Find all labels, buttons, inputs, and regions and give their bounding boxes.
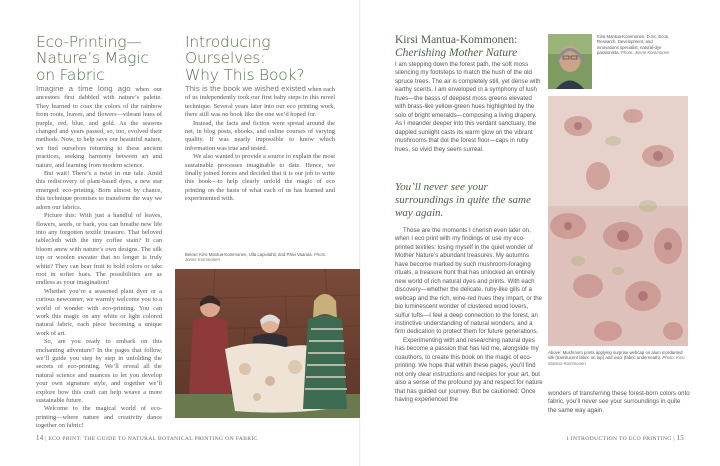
right-col1-body-b — [395, 227, 543, 417]
left-col1-para: Welcome to the magical world of eco-printing—where nature and creativity dance together on fabric! — [36, 405, 162, 430]
authors-photo-caption-text: Below: Kirsi Mantua-Kommonen, Ulla Lapiolahti, and Päivi Vaarula. — [185, 252, 313, 257]
authors-photo-credit: Photo: Jonne Kommonen — [185, 252, 327, 263]
portrait-caption-text: Kirsi Mantua-Kommonen, D.Sc. Econ, Research, Development, and innovations specialist, natural-dye passionista. — [597, 34, 670, 56]
fabric-caption-text: Above: Mushroom prints applying surprise webcap on alum mordanted silk (translucent fabric on top) and wool (fabric underneath). — [548, 350, 683, 361]
left-col2-para-text: when each of us independently took our first baby steps in this novel technique. Several years later into our eco printing work, there still was no book like the one we’d hoped for. — [185, 86, 335, 119]
authors-photo-caption — [185, 252, 335, 263]
left-col1-heading: Eco-Printing— Nature’s Magic on Fabric — [36, 33, 149, 84]
fabric-caption — [548, 350, 688, 366]
right-col2-para: wonders of transferring these forest-born colors onto fabric, you’ll never see your surroundings in quite the same way again. — [548, 390, 690, 414]
pull-quote: You’ll never see your surroundings in quite the same way again. — [395, 181, 531, 220]
left-col2-lead: This is the book we wished existed — [185, 84, 307, 93]
left-running-head: ECO PRINT: THE GUIDE TO NATURAL BOTANICAL PRINTING ON FABRIC — [48, 436, 258, 442]
right-folio — [566, 435, 684, 442]
left-col2-para: We also wanted to provide a source to explain the most sustainable processes imaginable to date. Hence, we finally joined forces and decided that it is our job to write this book—to help clearly unfold the magic of eco printing on the basis of what each of us has learned and experimented with. — [185, 153, 335, 203]
left-col1-body — [36, 84, 162, 430]
right-heading-sub: Cherishing Mother Nature — [395, 47, 518, 59]
right-page-number: 15 — [676, 435, 684, 442]
authors-photo — [175, 269, 360, 418]
portrait-photo — [548, 34, 592, 89]
left-page-number: 14 — [36, 435, 44, 442]
left-col1-para: Picture this: With just a handful of leaves, flowers, seeds, or bark, you can breathe new life into any forgotten textile treasure. That beloved tablecloth with the tiny coffee stain? It can bloom anew with nature’s own designs. The silk top or woolen sweater that no longer is truly white? They can bear fruit to bold colors or take root in softer hues. The possibilities are as endless as your imagination! — [36, 212, 162, 287]
left-col1-para — [36, 85, 162, 170]
right-heading — [395, 34, 545, 60]
right-running-head-sep: | — [673, 436, 677, 442]
left-col1-para: So, are you ready to embark on this enchanting adventure? In the pages that follow, we’ll guide you step by step in unfolding the secrets of eco-printing. We’ll reveal all the natural science and nuances to let you develop your own signature style, and together we’ll explore how this craft can help weave a more sustainable future. — [36, 338, 162, 405]
right-col1-body-a — [395, 61, 543, 173]
right-col1-para: Those are the moments I cherish even later on, when I eco print with my findings or use my eco-printed textiles: losing myself in the quiet wonder of Mother Nature’s abundant treasures. My autumns have become marked by such mushroom-foraging rituals, a treasure hunt that has unlocked an entirely new world of rich natural dyes and prints. With each discovery—whether the delicate, ruby-like gills of a webcap and the rich, wine-red hues they impart, or the bio luminescent wonder of clustered wood lovers, sulfur tufts—I feel a deep connection to the forest, an instinctive understanding of natural wonders, and a firm dedication to protect them for future generations. — [395, 227, 543, 336]
left-folio — [36, 435, 258, 442]
right-col1-para: Experimenting with and researching natural dyes has become a passion that has led me, alongside my coauthors, to create this book on the magic of eco-printing. We hope that within these pages, you’ll find not only clear instructions and recipes for your art, but also a sense of the profound joy and respect for nature that has guided our journey. But be cautioned: Once having experienced the — [395, 336, 543, 404]
left-col2-heading: Introducing Ourselves: Why This Book? — [185, 33, 305, 84]
portrait-image — [548, 34, 592, 89]
left-running-head-sep: | — [45, 436, 49, 442]
left-col1-para: But wait! There’s a twist in our tale. Amid this rediscovery of plant-based dyes, a new star emerged: eco-printing. Born almost by chance, this technique promises to transform the way we adorn our fabrics. — [36, 170, 162, 211]
portrait-caption-credit: Photo: Jonne Kommonen — [620, 50, 670, 56]
right-heading-name: Kirsi Mantua-Kommonen: — [395, 34, 518, 46]
mushroom-fabric-image — [548, 96, 688, 346]
left-col1-lead: Imagine a time long ago — [36, 84, 131, 93]
left-col2-para — [185, 85, 335, 120]
portrait-caption — [597, 34, 675, 56]
right-running-head: 1 INTRODUCTION TO ECO PRINTING — [565, 436, 672, 442]
mushroom-fabric-photo — [548, 96, 688, 346]
right-col2-body — [548, 390, 690, 420]
left-col2-body — [185, 85, 335, 225]
left-col2-para: Instead, the facts and fiction were spread around the net, in blog posts, ebooks, and online courses of varying quality. It was nearly impossible to know which information was true and tested. — [185, 119, 335, 152]
right-col1-para: I am stepping down the forest path, the soft moss silencing my footsteps to match the hush of the old spruce trees. The air is completely still, yet dense with earthy scents. I am enveloped in a symphony of lush hues—the basss of deepest moss greens elevated with brass-like yellow-green hues highlighted by the solo of bright emeralds—composing a living drapery. As I meander deeper into this verdant sanctuary, the dappled sunlight casts its warm glow on the vibrant mushrooms that dot the forest floor—caps in ruby hues, so vivid they seem surreal. — [395, 61, 541, 153]
fabric-caption-credit: Photo: Kirsi Mantua-Kommonen — [548, 355, 685, 366]
left-col1-para: Whether you’re a seasoned plant dyer or a curious newcomer, we warmly welcome you to a world of wonder with eco-printing. You can work this magic on any white or light colored natural fabric, each piece becoming a unique work of art. — [36, 287, 162, 337]
left-col1-para-text: when our ancestors first dabbled with nature’s palette. They learned to coax the colors of the rainbow from roots, leaves, and flowers—vibrant hues of purple, red, blue, and gold. As the seasons changed and years passed, so, too, evolved their methods. Now, to help save our beautiful nature, we find ourselves returning to these ancient practices, seeking harmony between art and nature, and learning from modern science. — [36, 86, 162, 169]
authors-photo-image — [175, 269, 360, 418]
